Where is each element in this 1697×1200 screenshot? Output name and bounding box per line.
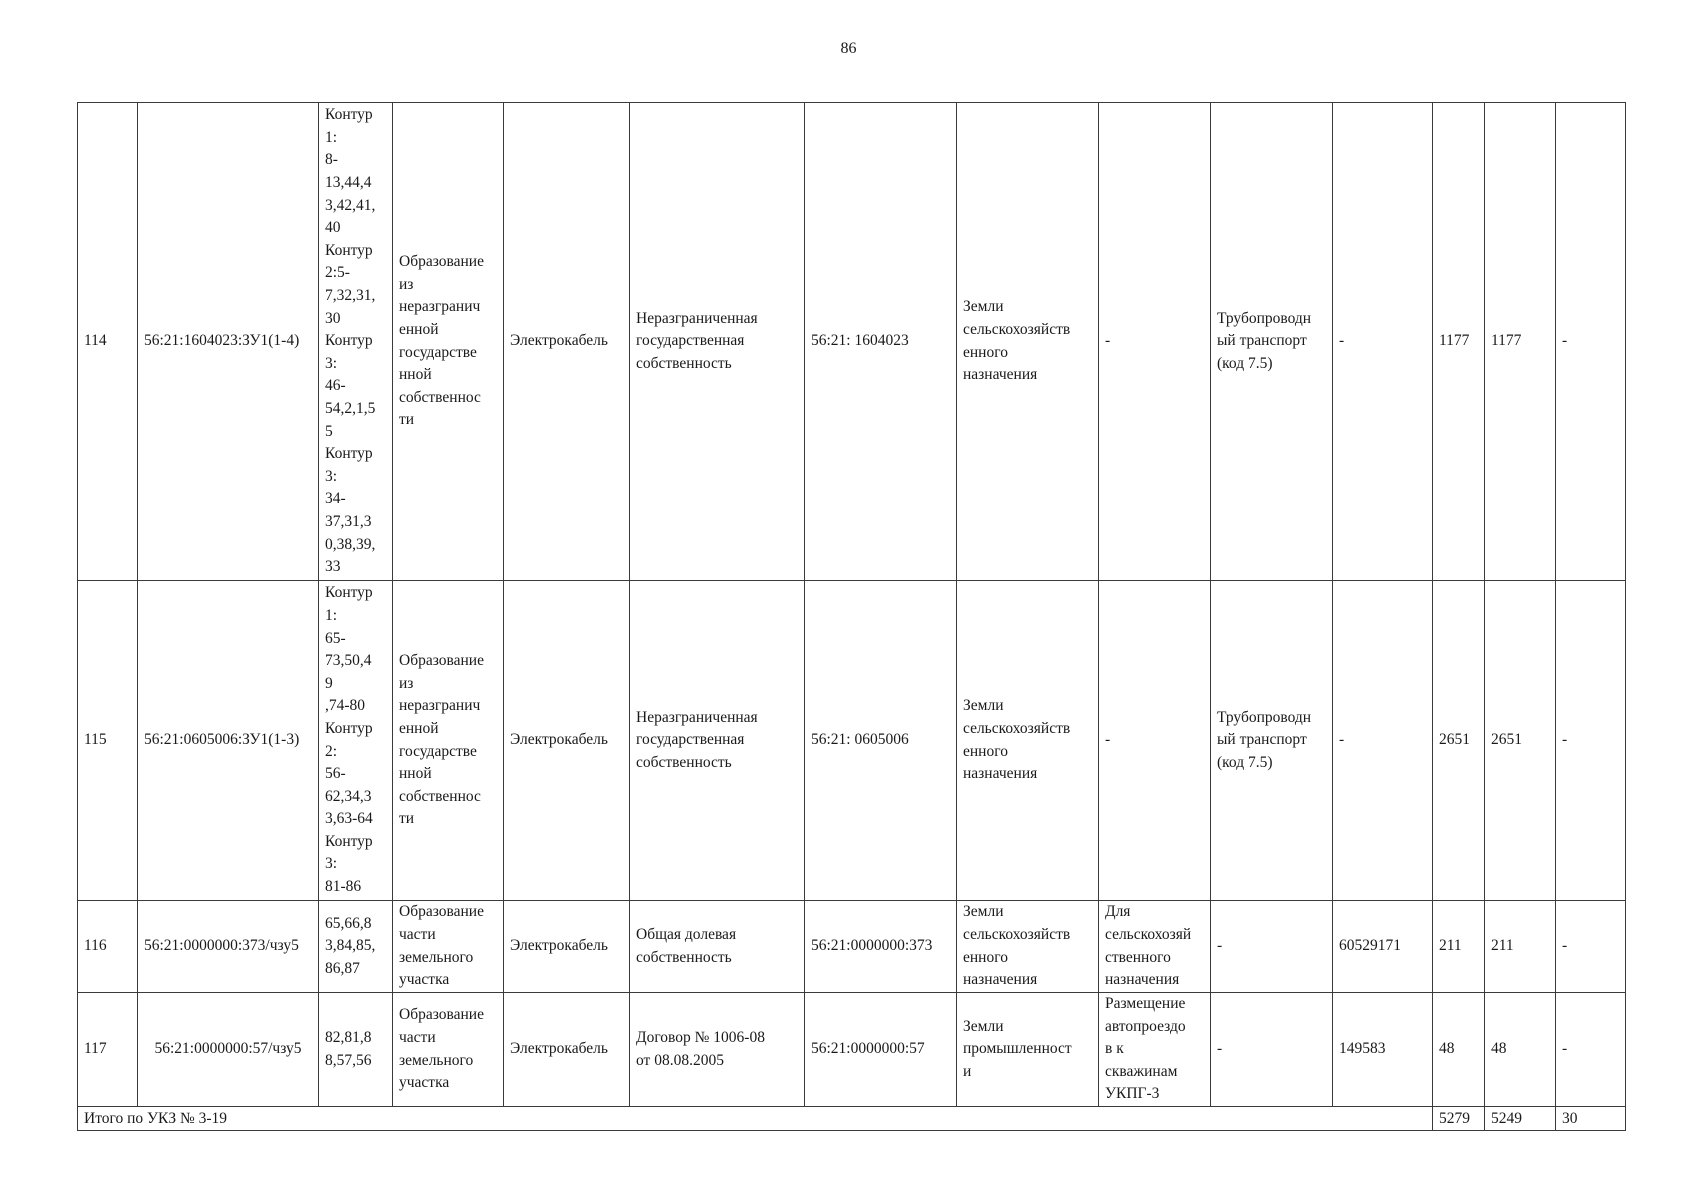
area-col2: 2651 [1485, 581, 1556, 901]
ownership [630, 581, 805, 901]
ownership [630, 103, 805, 581]
permitted-use-type [1211, 993, 1333, 1107]
land-category [957, 993, 1099, 1107]
formation-method [393, 993, 504, 1107]
contour-points [319, 901, 393, 993]
ownership-text: Общая долевая собственность [636, 925, 737, 966]
permitted-use-text: - [1105, 731, 1111, 749]
contour-points [319, 993, 393, 1107]
permitted-use [1099, 581, 1211, 901]
permitted-use-type [1211, 103, 1333, 581]
permitted-use-type-text: Трубопроводн ый транспорт (код 7.5) [1217, 309, 1312, 372]
cadastral-number: 56:21:0605006:ЗУ1(1-3) [138, 581, 319, 901]
row-number: 117 [78, 993, 138, 1107]
registration-number: 60529171 [1333, 901, 1433, 993]
area-col2: 1177 [1485, 103, 1556, 581]
cadastral-quarter: 56:21: 0605006 [805, 581, 957, 901]
purpose: Электрокабель [504, 581, 630, 901]
page-number: 86 [840, 40, 857, 57]
permitted-use [1099, 901, 1211, 993]
area-col3: - [1556, 103, 1626, 581]
cadastral-number: 56:21:0000000:57/чзу5 [138, 993, 319, 1107]
land-category [957, 581, 1099, 901]
row-number: 114 [78, 103, 138, 581]
ownership [630, 993, 805, 1107]
formation-method [393, 103, 504, 581]
cadastral-quarter: 56:21:0000000:57 [805, 993, 957, 1107]
registration-number: - [1333, 581, 1433, 901]
total-label: Итого по УКЗ № 3-19 [78, 1107, 1433, 1131]
permitted-use-type-text: Трубопроводн ый транспорт (код 7.5) [1217, 708, 1312, 771]
area-total: 1177 [1433, 103, 1485, 581]
table-row [78, 103, 1626, 581]
cadastral-quarter: 56:21:0000000:373 [805, 901, 957, 993]
total-row [78, 1107, 1626, 1131]
ownership [630, 901, 805, 993]
table-row [78, 581, 1626, 901]
purpose: Электрокабель [504, 993, 630, 1107]
area-total: 2651 [1433, 581, 1485, 901]
permitted-use-type [1211, 581, 1333, 901]
contour-points [319, 103, 393, 581]
registration-number: 149583 [1333, 993, 1433, 1107]
permitted-use-text: Размещение автопроездо в к скважинам УКПГ-3 [1105, 995, 1186, 1103]
permitted-use [1099, 103, 1211, 581]
ownership-text: Неразграниченная государственная собственность [636, 309, 758, 372]
contour-points-text: Контур 1: 8- 13,44,4 3,42,41, 40 Контур 2:5- 7,32,31, 30 Контур 3: 46- 54,2,1,5 5 Контур 3: 34- 37,31,3 0,38,39, 33 [325, 106, 376, 576]
formation-method-text: Образование части земельного участка [399, 903, 484, 989]
contour-points [319, 581, 393, 901]
contour-points-text: 65,66,8 3,84,85, 86,87 [325, 914, 376, 977]
registration-number: - [1333, 103, 1433, 581]
contour-points-text: 82,81,8 8,57,56 [325, 1028, 372, 1069]
contour-points-text: Контур 1: 65- 73,50,4 9 ,74-80 Контур 2: 56- 62,34,3 3,63-64 Контур 3: 81-86 [325, 584, 373, 896]
permitted-use-text: Для сельскохозяй ственного назначения [1105, 903, 1192, 989]
permitted-use-type-text: - [1217, 937, 1223, 955]
cadastral-number: 56:21:0000000:373/чзу5 [138, 901, 319, 993]
formation-method [393, 581, 504, 901]
total-area-col2: 5249 [1485, 1107, 1556, 1131]
land-category [957, 901, 1099, 993]
permitted-use-text: - [1105, 332, 1111, 350]
cadastral-quarter: 56:21: 1604023 [805, 103, 957, 581]
area-total: 48 [1433, 993, 1485, 1107]
total-area-total: 5279 [1433, 1107, 1485, 1131]
permitted-use [1099, 993, 1211, 1107]
table-row [78, 993, 1626, 1107]
land-plots-table [77, 102, 1626, 1131]
area-col2: 48 [1485, 993, 1556, 1107]
land-category-text: Земли промышленност и [963, 1017, 1072, 1080]
land-category [957, 103, 1099, 581]
row-number: 116 [78, 901, 138, 993]
permitted-use-type [1211, 901, 1333, 993]
total-area-col3: 30 [1556, 1107, 1626, 1131]
formation-method-text: Образование части земельного участка [399, 1006, 484, 1092]
area-col3: - [1556, 901, 1626, 993]
area-col3: - [1556, 581, 1626, 901]
formation-method-text: Образование из неразгранич енной государстве нной собственнос ти [399, 652, 484, 828]
ownership-text: Неразграниченная государственная собственность [636, 708, 758, 771]
land-category-text: Земли сельскохозяйств енного назначения [963, 697, 1071, 783]
purpose: Электрокабель [504, 901, 630, 993]
land-category-text: Земли сельскохозяйств енного назначения [963, 298, 1071, 384]
table-row [78, 901, 1626, 993]
cadastral-number: 56:21:1604023:ЗУ1(1-4) [138, 103, 319, 581]
purpose: Электрокабель [504, 103, 630, 581]
permitted-use-type-text: - [1217, 1040, 1223, 1058]
area-col3: - [1556, 993, 1626, 1107]
area-total: 211 [1433, 901, 1485, 993]
row-number: 115 [78, 581, 138, 901]
ownership-text: Договор № 1006-08 от 08.08.2005 [636, 1028, 765, 1069]
formation-method-text: Образование из неразгранич енной государстве нной собственнос ти [399, 253, 484, 429]
formation-method [393, 901, 504, 993]
land-category-text: Земли сельскохозяйств енного назначения [963, 903, 1071, 989]
area-col2: 211 [1485, 901, 1556, 993]
